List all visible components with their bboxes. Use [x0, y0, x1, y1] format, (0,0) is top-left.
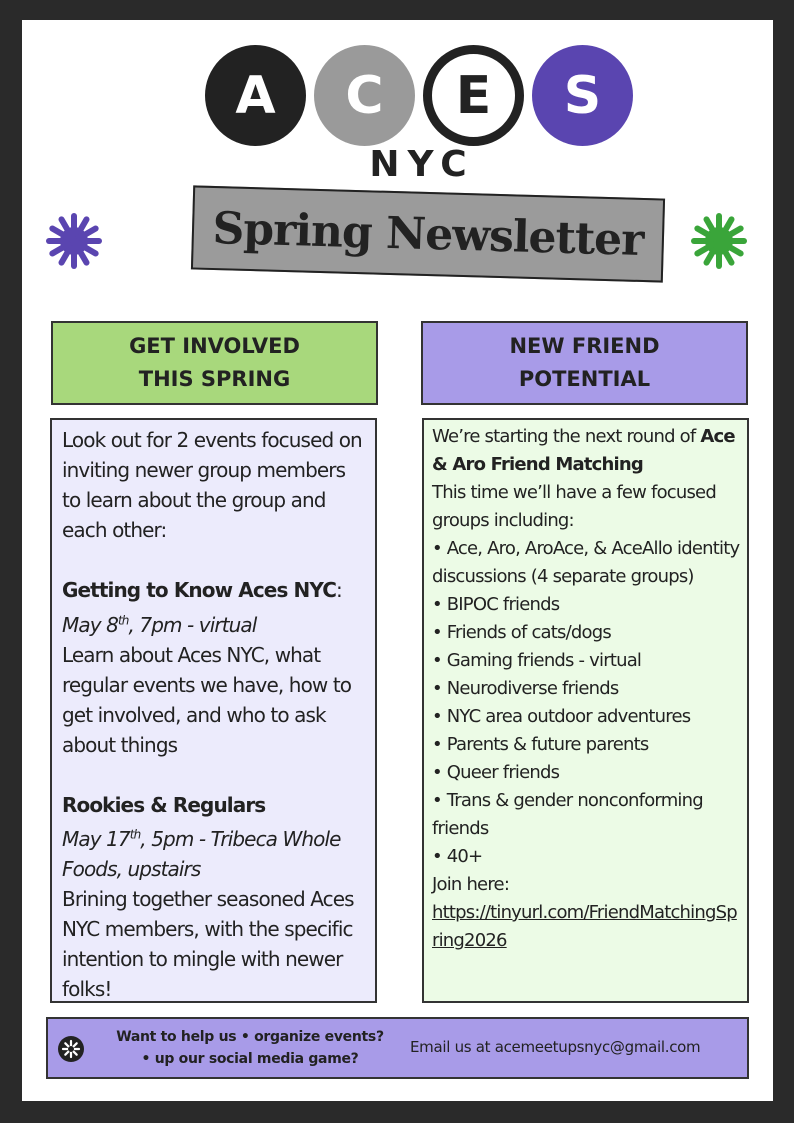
help-line-1: Want to help us • organize events? [116, 1029, 384, 1045]
event-2-date: May 17th, 5pm - Tribeca Whole Foods, upstairs [62, 827, 341, 882]
volunteer-footer [46, 1017, 749, 1079]
event-2-description: Brining together seasoned Aces NYC members, with the specific intention to mingle with newer folks! [62, 887, 354, 1002]
logo-subtitle: NYC [369, 144, 475, 185]
new-friend-header-line2: POTENTIAL [518, 367, 651, 391]
event-1-title: Getting to Know Aces NYC [62, 578, 337, 602]
friend-matching-name: Ace & Aro Friend Matching [432, 426, 735, 475]
groups-list [432, 535, 741, 871]
get-involved-header-line1: GET INVOLVED [129, 334, 300, 358]
groups-intro: This time we’ll have a few focused groups including: [432, 482, 716, 531]
join-label: Join here: [432, 874, 510, 895]
join-section [432, 871, 741, 955]
purple-splat-icon [44, 211, 104, 271]
logo-letter-c: C [314, 45, 415, 146]
aces-logo [205, 45, 640, 145]
event-1-description: Learn about Aces NYC, what regular events we have, how to get involved, and who to ask about things [62, 642, 352, 757]
help-line-2: • up our social media game? [141, 1051, 359, 1067]
list-item: • NYC area outdoor adventures [432, 706, 691, 727]
list-item: • Neurodiverse friends [432, 678, 619, 699]
event-rookies-regulars [62, 790, 367, 1005]
help-request [100, 1026, 400, 1070]
get-involved-body [50, 418, 377, 1003]
green-splat-icon [689, 211, 749, 271]
event-1-date: May 8th, 7pm - virtual [62, 612, 257, 637]
get-involved-header-line2: THIS SPRING [138, 367, 291, 391]
new-friend-header [421, 321, 748, 405]
list-item: • 40+ [432, 846, 483, 867]
list-item: • Queer friends [432, 762, 560, 783]
newsletter-banner [191, 185, 665, 282]
list-item: • Parents & future parents [432, 734, 649, 755]
list-item: • BIPOC friends [432, 594, 560, 615]
newsletter-title: Spring Newsletter [211, 202, 645, 266]
event-getting-to-know: Getting to Know Aces NYC: May 8th, 7pm - virtual Learn about Aces NYC, what regular events we have, how to get involved, and who to ask about things [62, 578, 352, 757]
friend-matching-intro: We’re starting the next round of Ace & Aro Friend Matching [432, 426, 735, 475]
logo-letter-s: S [532, 45, 633, 146]
logo-letter-e: E [423, 45, 524, 146]
list-item: • Friends of cats/dogs [432, 622, 611, 643]
events-intro: Look out for 2 events focused on inviting newer group members to learn about the group and each other: [62, 428, 362, 542]
list-item: • Ace, Aro, AroAce, & AceAllo identity discussions (4 separate groups) [432, 538, 740, 587]
new-friend-body [422, 418, 749, 1003]
asterisk-badge-icon [58, 1036, 84, 1062]
list-item: • Gaming friends - virtual [432, 650, 642, 671]
list-item: • Trans & gender nonconforming friends [432, 790, 703, 839]
contact-email[interactable]: Email us at acemeetupsnyc@gmail.com [410, 1038, 701, 1056]
newsletter-page [22, 20, 773, 1101]
get-involved-header [51, 321, 378, 405]
new-friend-header-line1: NEW FRIEND [509, 334, 660, 358]
friend-matching-link[interactable]: https://tinyurl.com/FriendMatchingSpring2026 [432, 902, 737, 951]
event-2-title: Rookies & Regulars [62, 792, 266, 817]
logo-letter-a: A [205, 45, 306, 146]
